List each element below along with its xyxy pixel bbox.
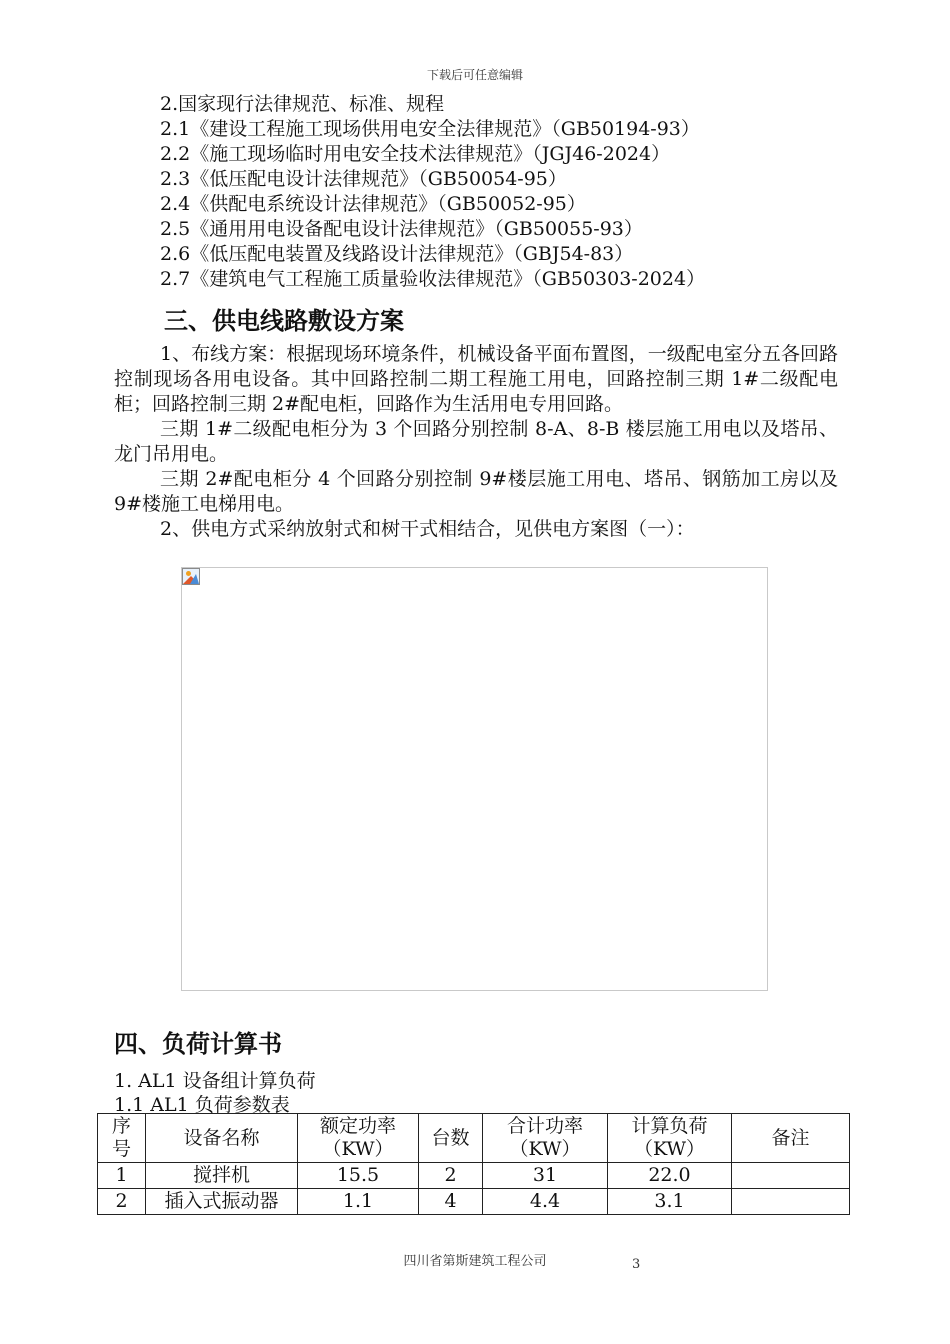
section-heading-power-routing: 三、供电线路敷设方案 bbox=[164, 306, 404, 335]
body-paragraph: 三期 1#二级配电柜分为 3 个回路分别控制 8-A、8-B 楼层施工用电以及塔吊、龙门吊用电。 bbox=[114, 418, 838, 465]
table-cell: 插入式振动器 bbox=[146, 1189, 298, 1215]
body-paragraph: 三期 2#配电柜分 4 个回路分别控制 9#楼层施工用电、塔吊、钢筋加工房以及 9#楼施工电梯用电。 bbox=[114, 468, 838, 515]
power-supply-diagram-placeholder bbox=[181, 567, 768, 991]
standards-list-item: 2.4《供配电系统设计法律规范》（GB50052-95） bbox=[160, 193, 586, 215]
table-cell bbox=[732, 1189, 850, 1215]
table-cell: 2 bbox=[98, 1189, 146, 1215]
page-footer-company: 四川省第斯建筑工程公司 bbox=[403, 1254, 547, 1269]
table-cell: 4.4 bbox=[483, 1189, 608, 1215]
table-cell: 3.1 bbox=[608, 1189, 732, 1215]
table-header-cell: 计算负荷 （KW） bbox=[608, 1114, 732, 1163]
table-cell: 2 bbox=[419, 1163, 483, 1189]
table-header-cell: 备注 bbox=[732, 1114, 850, 1163]
section-body bbox=[114, 342, 838, 542]
table-header-cell: 合计功率 （KW） bbox=[483, 1114, 608, 1163]
standards-list-item: 2.2《施工现场临时用电安全技术法律规范》（JGJ46-2024） bbox=[160, 143, 671, 165]
table-cell: 31 bbox=[483, 1163, 608, 1189]
table-header-row bbox=[98, 1114, 850, 1163]
subheading-al1-load: 1. AL1 设备组计算负荷 bbox=[114, 1070, 316, 1092]
table-cell bbox=[732, 1163, 850, 1189]
load-parameter-table bbox=[97, 1113, 850, 1215]
table-row bbox=[98, 1189, 850, 1215]
body-paragraph: 2、供电方式采纳放射式和树干式相结合，见供电方案图（一）： bbox=[160, 518, 695, 540]
standards-list-item: 2.国家现行法律规范、标准、规程 bbox=[160, 93, 445, 115]
table-cell: 1.1 bbox=[298, 1189, 419, 1215]
table-cell: 1 bbox=[98, 1163, 146, 1189]
standards-list-item: 2.7《建筑电气工程施工质量验收法律规范》（GB50303-2024） bbox=[160, 268, 706, 290]
broken-image-icon bbox=[182, 568, 200, 585]
table-row bbox=[98, 1163, 850, 1189]
standards-list bbox=[160, 92, 705, 292]
body-paragraph: 1、布线方案：根据现场环境条件，机械设备平面布置图，一级配电室分五各回路控制现场各用电设备。其中回路控制二期工程施工用电，回路控制三期 1#二级配电柜；回路控制三期 2#配电柜，回路作为生活用电专用回路。 bbox=[114, 343, 838, 415]
subheading-al1-parameters: 1.1 AL1 负荷参数表 bbox=[114, 1094, 290, 1116]
table-header-cell: 设备名称 bbox=[146, 1114, 298, 1163]
standards-list-item: 2.1《建设工程施工现场供用电安全法律规范》（GB50194-93） bbox=[160, 118, 700, 140]
standards-list-item: 2.3《低压配电设计法律规范》（GB50054-95） bbox=[160, 168, 567, 190]
standards-list-item: 2.5《通用用电设备配电设计法律规范》（GB50055-93） bbox=[160, 218, 643, 240]
table-header-cell: 额定功率 （KW） bbox=[298, 1114, 419, 1163]
table-cell: 15.5 bbox=[298, 1163, 419, 1189]
table-cell: 搅拌机 bbox=[146, 1163, 298, 1189]
table-header-cell: 台数 bbox=[419, 1114, 483, 1163]
section-heading-load-calculation: 四、负荷计算书 bbox=[114, 1029, 282, 1058]
standards-list-item: 2.6《低压配电装置及线路设计法律规范》（GBJ54-83） bbox=[160, 243, 634, 265]
page-header: 下载后可任意编辑 bbox=[426, 68, 523, 82]
table-cell: 4 bbox=[419, 1189, 483, 1215]
page-number: 3 bbox=[632, 1257, 641, 1272]
table-header-cell: 序 号 bbox=[98, 1114, 146, 1163]
table-cell: 22.0 bbox=[608, 1163, 732, 1189]
